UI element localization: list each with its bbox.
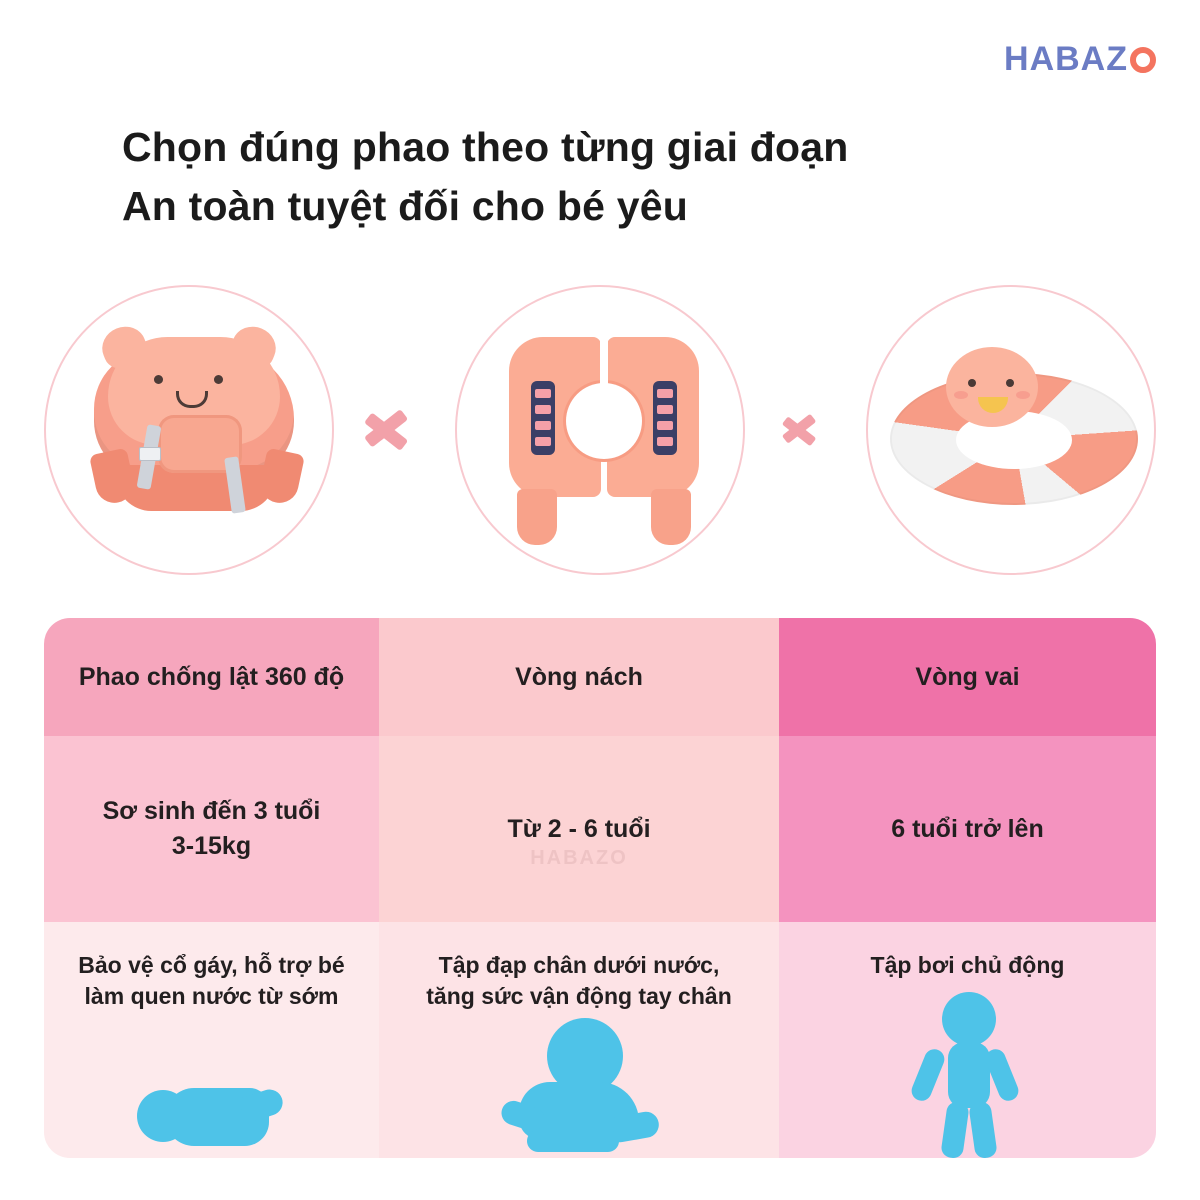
whale-float-illustration [46, 287, 332, 573]
column-title: Phao chống lật 360 độ [78, 662, 345, 691]
headline-line-2: An toàn tuyệt đối cho bé yêu [122, 183, 688, 230]
ring-center-hole [566, 383, 642, 459]
duck-cheek-right [1016, 391, 1030, 399]
table-benefit-col-1 [44, 922, 379, 1158]
float-buckle-icon [139, 447, 161, 461]
table-header-col-1 [44, 618, 379, 736]
ring-leg-left [517, 489, 557, 545]
age-line-2: 3-15kg [171, 832, 252, 860]
progress-arrow-2-icon [781, 403, 829, 458]
benefit-line-2: tăng sức vận động tay chân [426, 983, 732, 1010]
duck-head-shape [946, 347, 1038, 427]
benefit-line-1: Bảo vệ cổ gáy, hỗ trợ bé [78, 952, 345, 978]
stage-progression [44, 276, 1156, 584]
comparison-table [44, 618, 1156, 1158]
table-age-col-1 [44, 736, 379, 922]
age-line-1: 6 tuổi trở lên [891, 814, 1044, 843]
float-eye-left-icon [154, 375, 163, 384]
table-watermark: HABAZO [530, 846, 628, 869]
table-benefit-col-2 [379, 922, 779, 1158]
duck-eye-right-icon [1006, 379, 1014, 387]
baby-lying-icon [137, 1066, 287, 1158]
brand-logo-ring-icon [1130, 47, 1156, 73]
table-age-col-3 [779, 736, 1156, 922]
stage-2-image-circle [455, 285, 745, 575]
headline-line-1: Chọn đúng phao theo từng giai đoạn [122, 124, 849, 170]
column-title: Vòng vai [915, 662, 1020, 691]
ring-pad-right [653, 381, 677, 455]
child-standing-icon [908, 992, 1028, 1158]
column-title: Vòng nách [515, 662, 643, 691]
stage-1-image-circle [44, 285, 334, 575]
benefit-line-1: Tập đạp chân dưới nước, [438, 952, 720, 978]
age-line-1: Sơ sinh đến 3 tuổi [102, 797, 321, 825]
brand-logo [1004, 42, 1156, 76]
progress-arrow-1-icon [364, 395, 426, 465]
float-eye-right-icon [214, 375, 223, 384]
ring-pad-left [531, 381, 555, 455]
table-header-col-3 [779, 618, 1156, 736]
benefit-line-1: Tập bơi chủ động [870, 952, 1065, 978]
page-title [122, 118, 849, 237]
duck-cheek-left [954, 391, 968, 399]
brand-logo-text: HABAZ [1004, 40, 1128, 78]
baby-crawling-icon [491, 1018, 667, 1158]
armpit-ring-illustration [457, 287, 743, 573]
duck-eye-left-icon [968, 379, 976, 387]
stage-3-image-circle [866, 285, 1156, 575]
table-age-col-2 [379, 736, 779, 922]
duck-swim-ring-illustration [868, 287, 1154, 573]
ring-leg-right [651, 489, 691, 545]
age-line-1: Từ 2 - 6 tuổi [507, 814, 651, 843]
table-header-col-2 [379, 618, 779, 736]
ring-opening-gap [600, 331, 608, 393]
table-benefit-col-3 [779, 922, 1156, 1158]
benefit-line-2: làm quen nước từ sớm [84, 983, 339, 1010]
